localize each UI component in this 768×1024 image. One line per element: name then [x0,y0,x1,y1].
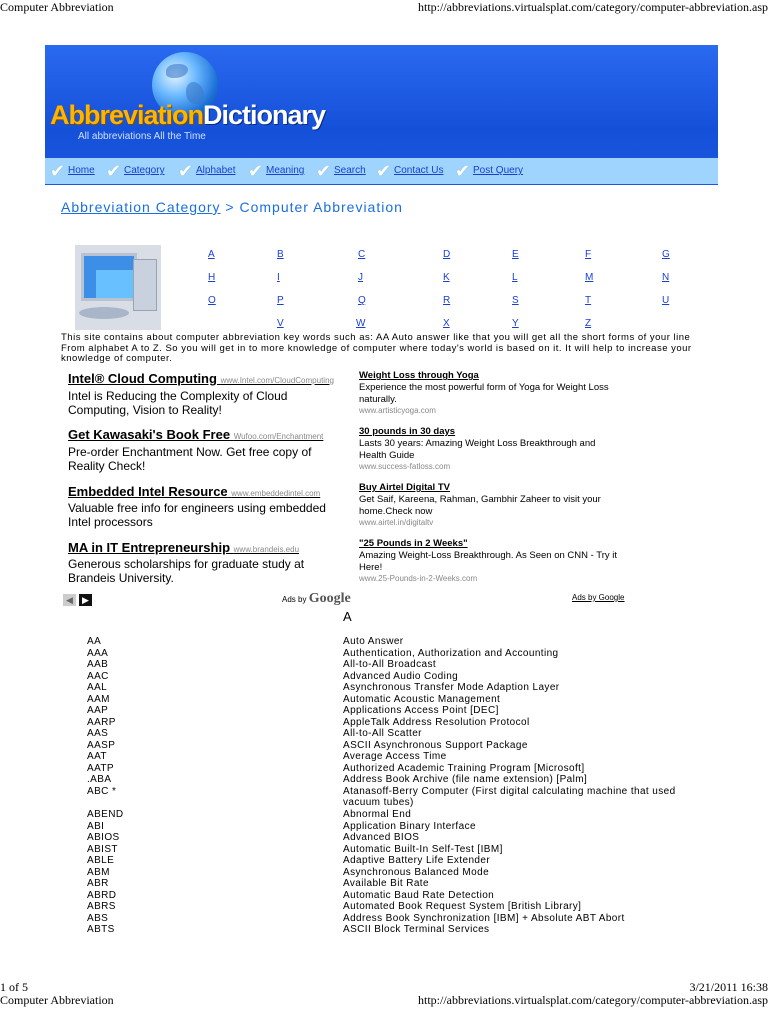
logo-part1: Abbreviation [50,100,204,130]
print-header-url: http://abbreviations.virtualsplat.com/category/computer-abbreviation.asp [418,0,768,14]
ad-description: Experience the most powerful form of Yoga for Weight Loss naturally. [359,382,609,405]
computer-image [75,245,161,330]
letter-link-t[interactable]: T [585,295,592,306]
ad-url[interactable]: Wufoo.com/Enchantment [233,432,324,441]
abbr-term: ABM [87,867,110,878]
logo-tagline: All abbreviations All the Time [78,131,206,142]
letter-link-l[interactable]: L [512,272,518,283]
breadcrumb-category-link[interactable]: Abbreviation Category [61,199,221,215]
abbr-definition: Asynchronous Balanced Mode [343,867,490,878]
abbr-term: ABIST [87,844,118,855]
breadcrumb [61,199,403,215]
abbr-term: AAB [87,659,109,670]
abbr-term: AAT [87,751,107,762]
letter-link-y[interactable]: Y [512,318,519,329]
abbr-term: AAS [87,728,109,739]
abbr-definition: Adaptive Battery Life Extender [343,855,491,866]
nav-alphabet[interactable]: Alphabet [196,165,236,176]
section-letter-heading: A [343,609,352,624]
abbr-term: AA [87,636,102,647]
abbr-term: AAP [87,705,109,716]
abbr-term: AAM [87,694,110,705]
letter-link-r[interactable]: R [443,295,451,306]
abbr-term: AAA [87,648,109,659]
abbr-term: AAC [87,671,109,682]
abbr-definition: Advanced Audio Coding [343,671,459,682]
abbr-definition: Automatic Baud Rate Detection [343,890,495,901]
letter-link-g[interactable]: G [662,249,670,260]
abbr-definition: Atanasoff-Berry Computer (First digital calculating machine that used vacuum tubes) [343,786,676,808]
abbr-definition: Abnormal End [343,809,412,820]
letter-link-d[interactable]: D [443,249,451,260]
next-arrow-icon[interactable]: ▶ [79,594,92,606]
nav-post-query[interactable]: Post Query [473,165,524,176]
print-footer-url: http://abbreviations.virtualsplat.com/category/computer-abbreviation.asp [418,993,768,1007]
abbr-definition: Address Book Archive (file name extension) [Palm] [343,774,588,785]
letter-link-n[interactable]: N [662,272,670,283]
print-footer-title: Computer Abbreviation [0,993,114,1007]
prev-arrow-icon[interactable]: ◀ [63,594,76,606]
letter-link-v[interactable]: V [277,318,284,329]
ads-by-google-link[interactable]: Ads by Google [572,593,625,602]
nav-category[interactable]: Category [124,165,165,176]
abbr-definition: ASCII Block Terminal Services [343,924,490,935]
ad-description: Generous scholarships for graduate study at Brandeis University. [68,557,305,585]
ad-url[interactable]: www.Intel.com/CloudComputing [220,376,334,385]
letter-link-e[interactable]: E [512,249,519,260]
check-icon: ✔ [316,161,332,181]
nav-search[interactable]: Search [334,165,366,176]
abbr-term: ABRD [87,890,117,901]
abbr-term: ABIOS [87,832,120,843]
ad-description: Amazing Weight-Loss Breakthrough. As Seen on CNN - Try it Here! [359,550,618,573]
abbr-term: ABS [87,913,109,924]
check-icon: ✔ [106,161,122,181]
ad-description: Lasts 30 years: Amazing Weight Loss Breakthrough and Health Guide [359,438,596,461]
letter-link-u[interactable]: U [662,295,670,306]
ad-description: Valuable free info for engineers using embedded Intel processors [68,501,326,529]
abbr-definition: Automated Book Request System [British Library] [343,901,582,912]
abbr-term: ABTS [87,924,115,935]
ad-url[interactable]: www.brandeis.edu [233,545,300,554]
letter-link-x[interactable]: X [443,318,450,329]
abbr-term: ABRS [87,901,116,912]
check-icon: ✔ [455,161,471,181]
letter-link-c[interactable]: C [358,249,366,260]
check-icon: ✔ [376,161,392,181]
letter-link-s[interactable]: S [512,295,519,306]
abbr-term: AARP [87,717,116,728]
site-logo[interactable] [50,100,325,131]
breadcrumb-separator: > [220,199,240,215]
ad-title-link[interactable]: Get Kawasaki's Book Free Wufoo.com/Enchantment [68,427,324,442]
print-header-title: Computer Abbreviation [0,0,114,14]
abbr-term: ABI [87,821,105,832]
abbr-definition: Automatic Built-In Self-Test [IBM] [343,844,503,855]
abbr-definition: ASCII Asynchronous Support Package [343,740,528,751]
abbr-definition: Available Bit Rate [343,878,429,889]
letter-link-p[interactable]: P [277,295,284,306]
abbr-term: ABC * [87,786,117,797]
ad-title-link[interactable]: MA in IT Entrepreneurship www.brandeis.edu [68,540,300,555]
letter-link-j[interactable]: J [358,272,363,283]
check-icon: ✔ [178,161,194,181]
nav-home[interactable]: Home [68,165,95,176]
abbr-definition: Auto Answer [343,636,404,647]
letter-link-b[interactable]: B [277,249,284,260]
print-footer-page: 1 of 5 [0,980,28,994]
ad-title-link[interactable]: Buy Airtel Digital TV [359,482,450,493]
check-icon: ✔ [50,161,66,181]
abbr-term: ABR [87,878,109,889]
letter-link-f[interactable]: F [585,249,592,260]
abbr-definition: Authentication, Authorization and Accounting [343,648,559,659]
abbr-term: AASP [87,740,116,751]
abbr-definition: Application Binary Interface [343,821,476,832]
abbr-definition: All-to-All Scatter [343,728,422,739]
breadcrumb-current: Computer Abbreviation [239,199,403,215]
letter-link-h[interactable]: H [208,272,216,283]
letter-link-q[interactable]: Q [358,295,366,306]
ad-title-link[interactable]: Embedded Intel Resource www.embeddedintel.com [68,484,321,499]
abbr-definition: Automatic Acoustic Management [343,694,501,705]
letter-link-w[interactable]: W [356,318,366,329]
intro-text: This site contains about computer abbreviation key words such as: AA Auto answer like that you will get all the short forms of your line From alphabet A to Z. So you will get in to more knowledge of computer where today's world is based on it. It will help to increase your knowledge of computer. [61,332,692,364]
abbr-term: .ABA [87,774,112,785]
letter-link-m[interactable]: M [585,272,594,283]
abbr-term: AATP [87,763,114,774]
letter-link-z[interactable]: Z [585,318,592,329]
abbr-definition: Average Access Time [343,751,447,762]
ad-title-link[interactable]: Intel® Cloud Computing www.Intel.com/CloudComputing [68,371,334,386]
nav-meaning[interactable]: Meaning [266,165,305,176]
ads-by-google-logo[interactable]: Ads by Google [282,591,351,606]
ad-url[interactable]: www.artisticyoga.com [359,406,436,415]
abbr-definition: Asynchronous Transfer Mode Adaption Layer [343,682,560,693]
ad-title-link[interactable]: Weight Loss through Yoga [359,370,479,381]
abbr-term: AAL [87,682,108,693]
letter-link-i[interactable]: I [277,272,280,283]
letter-link-o[interactable]: O [208,295,216,306]
letter-link-a[interactable]: A [208,249,215,260]
ad-url[interactable]: www.embeddedintel.com [231,489,321,498]
abbr-definition: AppleTalk Address Resolution Protocol [343,717,530,728]
abbr-definition: Authorized Academic Training Program [Microsoft] [343,763,585,774]
ad-description: Intel is Reducing the Complexity of Cloud Computing, Vision to Reality! [68,389,288,417]
letter-link-k[interactable]: K [443,272,450,283]
check-icon: ✔ [248,161,264,181]
logo-part2: Dictionary [203,100,326,130]
nav-contact-us[interactable]: Contact Us [394,165,444,176]
ad-description: Get Saif, Kareena, Rahman, Gambhir Zaheer to visit your home.Check now [359,494,601,517]
abbr-definition: All-to-All Broadcast [343,659,437,670]
print-footer-datetime: 3/21/2011 16:38 [689,980,768,994]
ad-title-link[interactable]: "25 Pounds in 2 Weeks" [359,538,468,549]
abbr-definition: Applications Access Point [DEC] [343,705,499,716]
ad-url[interactable]: www.airtel.in/digitaltv [359,518,434,527]
abbr-term: ABEND [87,809,124,820]
ad-url[interactable]: www.25-Pounds-in-2-Weeks.com [359,574,478,583]
abbr-term: ABLE [87,855,115,866]
ad-url[interactable]: www.success-fatloss.com [359,462,451,471]
abbr-definition: Address Book Synchronization [IBM] + Absolute ABT Abort [343,913,625,924]
ad-title-link[interactable]: 30 pounds in 30 days [359,426,456,437]
ad-description: Pre-order Enchantment Now. Get free copy of Reality Check! [68,445,312,473]
abbr-definition: Advanced BIOS [343,832,420,843]
